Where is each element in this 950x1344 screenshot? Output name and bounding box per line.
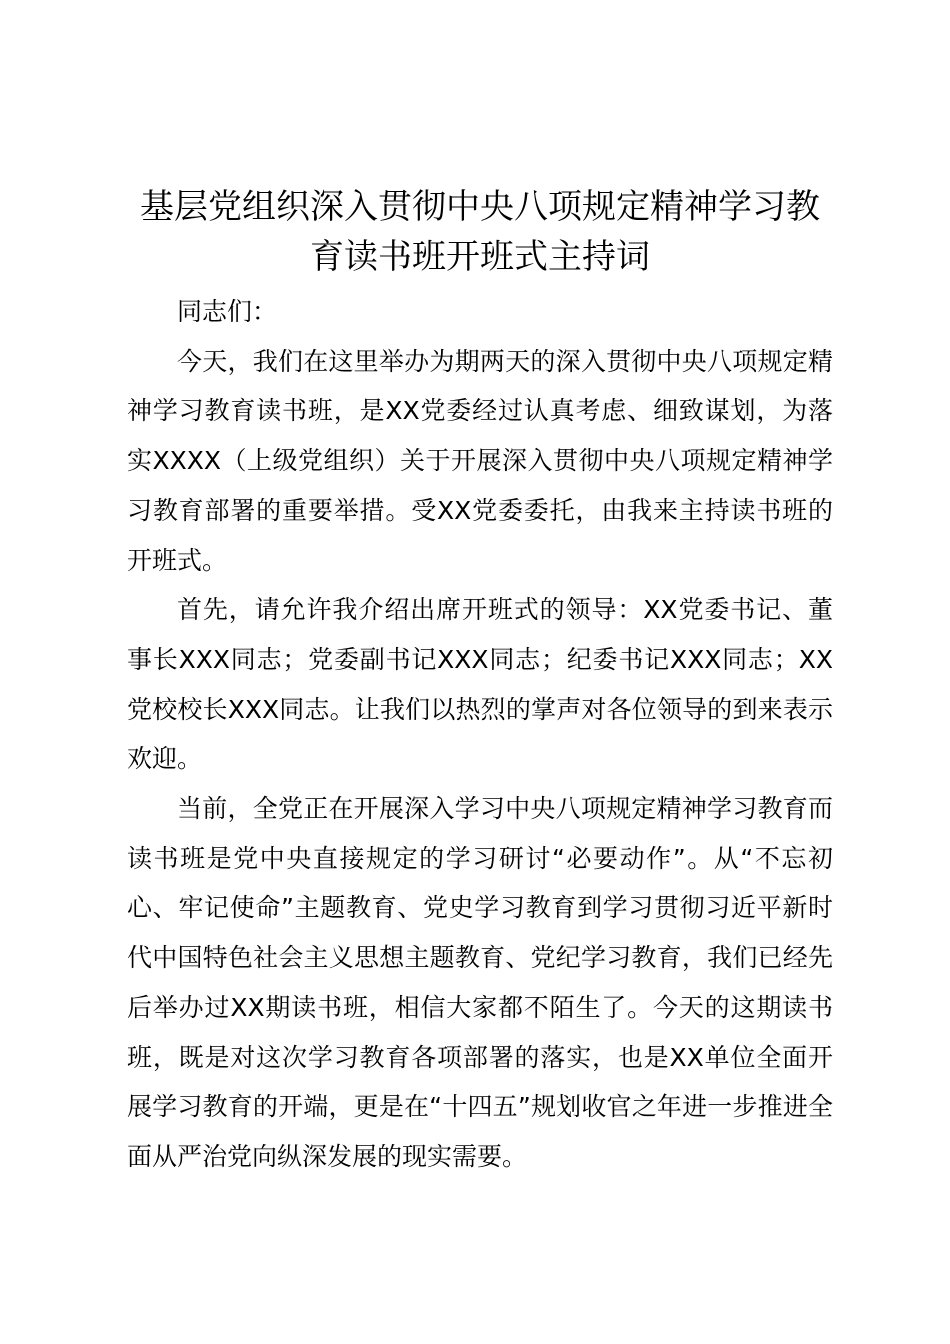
- document-title: 基层党组织深入贯彻中央八项规定精神学习教育读书班开班式主持词: [140, 187, 820, 277]
- document-body: [127, 287, 833, 1182]
- paragraph-leaders: 首先，请允许我介绍出席开班式的领导：XX党委书记、董事长XXX同志；党委副书记XXX同志；纪委书记XXX同志；XX党校校长XXX同志。让我们以热烈的掌声对各位领导的到来表示欢迎。: [127, 595, 833, 774]
- salutation: 同志们：: [177, 297, 278, 326]
- document-page: [127, 182, 833, 1182]
- paragraph-opening: 今天，我们在这里举办为期两天的深入贯彻中央八项规定精神学习教育读书班，是XX党委经过认真考虑、细致谋划，为落实XXXX（上级党组织）关于开展深入贯彻中央八项规定精神学习教育部署的重要举措。受XX党委委托，由我来主持读书班的开班式。: [127, 346, 833, 575]
- paragraph-context: 当前，全党正在开展深入学习中央八项规定精神学习教育而读书班是党中央直接规定的学习研讨“必要动作”。从“不忘初心、牢记使命”主题教育、党史学习教育到学习贯彻习近平新时代中国特色社会主义思想主题教育、党纪学习教育，我们已经先后举办过XX期读书班，相信大家都不陌生了。今天的这期读书班，既是对这次学习教育各项部署的落实，也是XX单位全面开展学习教育的开端，更是在“十四五”规划收官之年进一步推进全面从严治党向纵深发展的现实需要。: [127, 794, 833, 1171]
